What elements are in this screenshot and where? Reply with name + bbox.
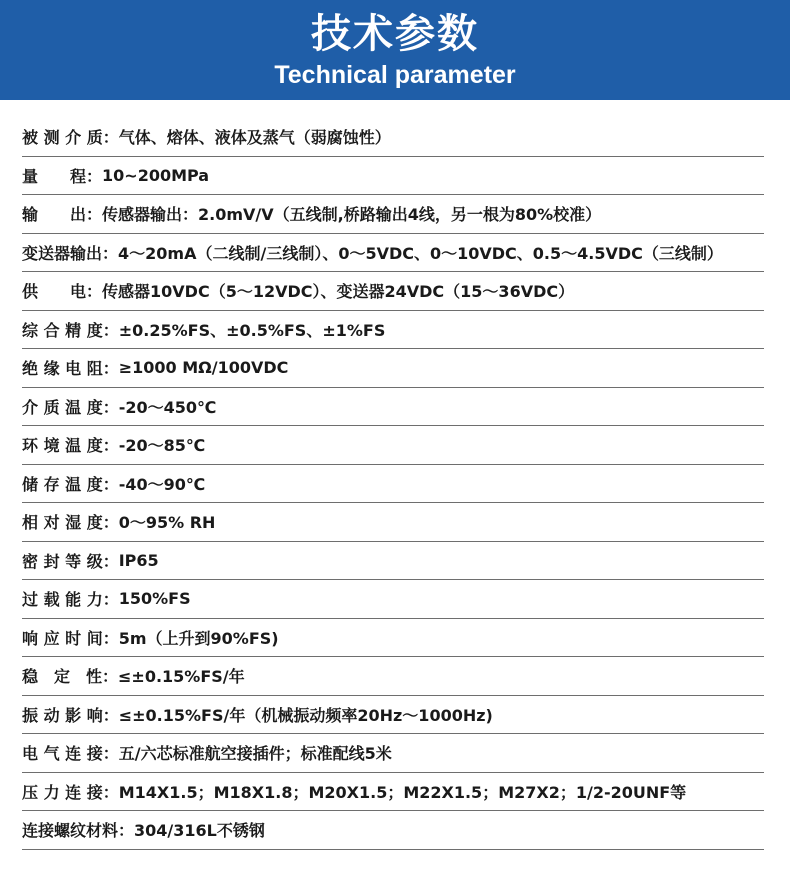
spec-label: 供 电： (22, 282, 103, 302)
spec-value: -40～90℃ (118, 474, 206, 494)
spec-row-sealing (22, 542, 764, 581)
spec-row-medium (22, 118, 764, 157)
spec-value: 五/六芯标准航空接插件；标准配线5米 (118, 744, 392, 764)
spec-row-medium-temperature (22, 388, 764, 427)
spec-label: 响 应 时 间： (22, 628, 119, 648)
spec-value: 0～95% RH (118, 513, 216, 533)
spec-row-output (22, 195, 764, 234)
spec-label: 介 质 温 度： (22, 397, 119, 417)
spec-value: ≤±0.15%FS/年（机械振动频率20Hz～1000Hz) (118, 705, 493, 725)
spec-row-vibration (22, 696, 764, 735)
spec-value: 4～20mA（二线制/三线制）、0～5VDC、0～10VDC、0.5～4.5VDC（三线制） (118, 243, 723, 263)
page-subtitle: Technical parameter (274, 61, 516, 89)
spec-value: IP65 (118, 550, 159, 570)
spec-label: 密 封 等 级： (22, 551, 119, 571)
spec-label: 储 存 温 度： (22, 474, 119, 494)
page-header (0, 0, 790, 100)
spec-row-ambient-temperature (22, 426, 764, 465)
spec-row-insulation (22, 349, 764, 388)
spec-value: ≤±0.15%FS/年 (118, 667, 245, 687)
spec-label: 输 出： (22, 205, 103, 225)
spec-row-response-time (22, 619, 764, 658)
spec-value: M14X1.5；M18X1.8；M20X1.5；M22X1.5；M27X2；1/2-20UNF等 (118, 782, 687, 802)
spec-row-overload (22, 580, 764, 619)
spec-value: 气体、熔体、液体及蒸气（弱腐蚀性） (118, 128, 391, 148)
spec-value: 150%FS (118, 589, 191, 609)
spec-value: 5m（上升到90%FS) (118, 628, 279, 648)
spec-label: 压 力 连 接： (22, 782, 119, 802)
spec-value: 304/316L不锈钢 (134, 821, 265, 841)
spec-value: -20～450℃ (118, 397, 217, 417)
spec-row-electrical-connection (22, 734, 764, 773)
spec-value: 传感器输出：2.0mV/V（五线制,桥路输出4线，另一根为80%校准） (102, 205, 602, 225)
spec-label: 连接螺纹材料： (22, 821, 135, 841)
spec-label: 相 对 湿 度： (22, 513, 119, 533)
spec-value: 传感器10VDC（5～12VDC）、变送器24VDC（15～36VDC） (102, 282, 575, 302)
spec-label: 综 合 精 度： (22, 320, 119, 340)
spec-row-thread-material (22, 811, 764, 850)
spec-label: 量 程： (22, 166, 103, 186)
spec-label: 绝 缘 电 阻： (22, 359, 119, 379)
spec-label: 电 气 连 接： (22, 744, 119, 764)
spec-value: 10~200MPa (102, 165, 210, 185)
page-title: 技术参数 (311, 11, 479, 57)
spec-row-accuracy (22, 311, 764, 350)
spec-row-pressure-connection (22, 773, 764, 812)
spec-value: -20～85℃ (118, 436, 206, 456)
spec-value: ≥1000 MΩ/100VDC (118, 358, 289, 378)
spec-label: 变送器输出： (22, 243, 119, 263)
spec-label: 振 动 影 响： (22, 705, 119, 725)
spec-list (0, 100, 790, 850)
spec-label: 环 境 温 度： (22, 436, 119, 456)
spec-row-humidity (22, 503, 764, 542)
spec-value: ±0.25%FS、±0.5%FS、±1%FS (118, 320, 386, 340)
spec-label: 过 载 能 力： (22, 590, 119, 610)
spec-row-power (22, 272, 764, 311)
spec-row-transmitter-output (22, 234, 764, 273)
spec-row-stability (22, 657, 764, 696)
spec-label: 稳 定 性： (22, 667, 119, 687)
spec-label: 被 测 介 质： (22, 128, 119, 148)
spec-row-storage-temperature (22, 465, 764, 504)
spec-row-range (22, 157, 764, 196)
